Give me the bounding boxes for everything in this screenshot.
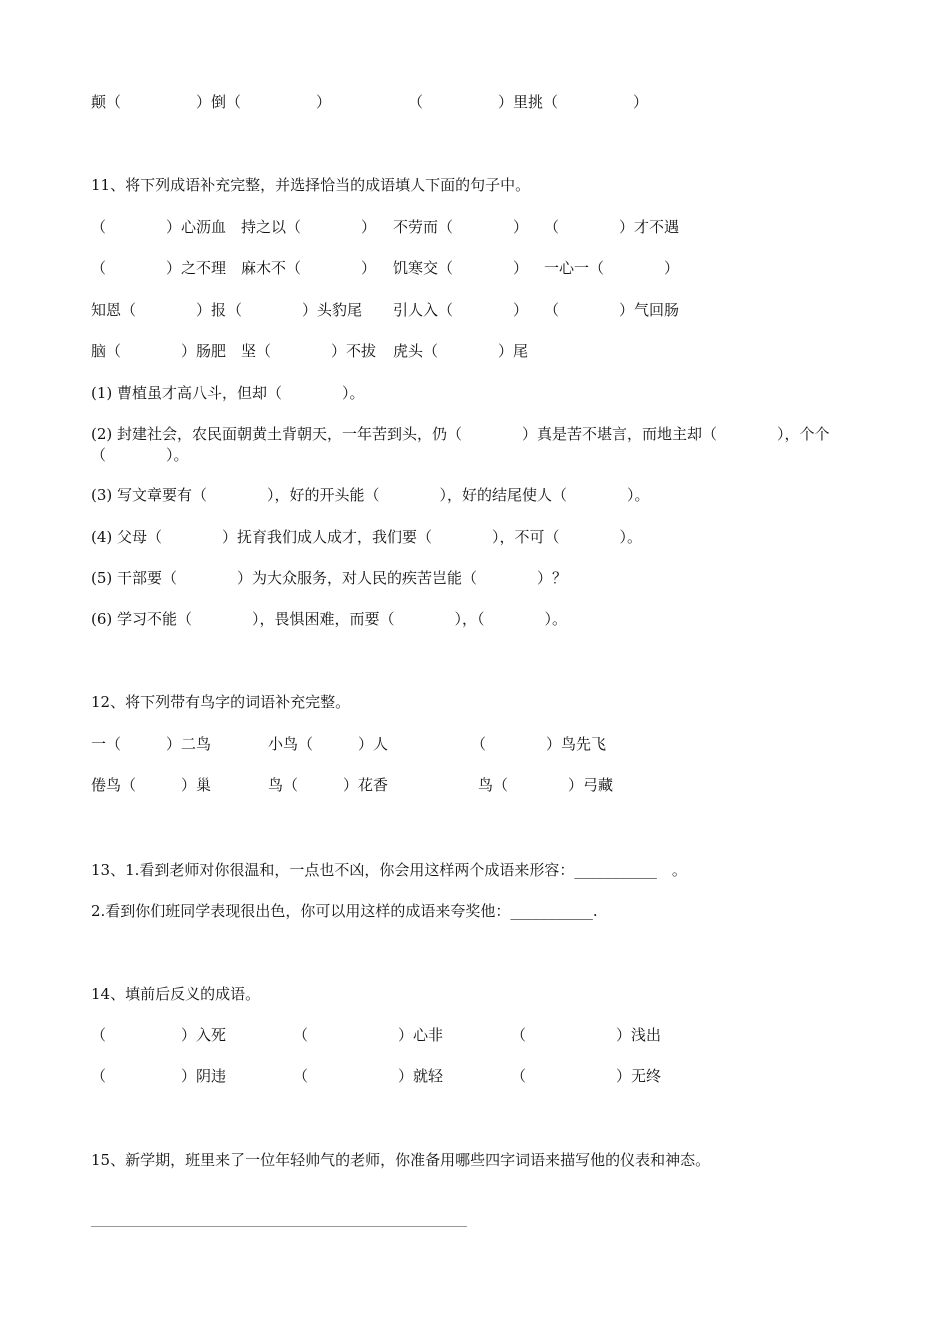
antonym-idiom-blank[interactable]: （ ）浅出: [511, 1026, 662, 1044]
idiom-blank[interactable]: 麻木不（ ）: [241, 259, 377, 277]
idiom-blank[interactable]: 不劳而（ ）: [393, 218, 529, 236]
q11-idiom-row-3: [91, 300, 791, 320]
fill-blank-item[interactable]: （ ）里挑（ ）: [408, 93, 649, 111]
idiom-blank[interactable]: 坚（ ）不拔: [241, 342, 377, 360]
bird-idiom-blank[interactable]: 鸟（ ）弓藏: [478, 776, 614, 794]
q13-line-2[interactable]: 2.看到你们班同学表现很出色，你可以用这样的成语来夸奖他：___________.: [91, 902, 598, 920]
q11-title: 11、将下列成语补充完整，并选择恰当的成语填人下面的句子中。: [91, 176, 531, 194]
bird-idiom-blank[interactable]: 一（ ）二鸟: [91, 735, 212, 753]
idiom-blank[interactable]: （ ）头豹尾: [227, 301, 363, 319]
bird-idiom-blank[interactable]: （ ）鸟先飞: [471, 735, 607, 753]
q11-idiom-row-1: [91, 217, 791, 237]
q11-sentence-4[interactable]: (4) 父母（ ）抚育我们成人成才，我们要（ ），不可（ ）。: [91, 528, 643, 546]
antonym-idiom-blank[interactable]: （ ）阴违: [91, 1067, 227, 1085]
idiom-blank[interactable]: 饥寒交（ ）: [393, 259, 529, 277]
q11-sentence-5[interactable]: (5) 干部要（ ）为大众服务，对人民的疾苦岂能（ ）？: [91, 569, 568, 587]
bird-idiom-blank[interactable]: 倦鸟（ ）巢: [91, 776, 212, 794]
idiom-blank[interactable]: （ ）才不遇: [544, 218, 680, 236]
q13-line-1[interactable]: 13、1.看到老师对你很温和，一点也不凶，你会用这样两个成语来形容：___________ 。: [91, 861, 687, 879]
antonym-idiom-blank[interactable]: （ ）心非: [293, 1026, 444, 1044]
q14-title: 14、填前后反义的成语。: [91, 985, 261, 1003]
q15-title: 15、新学期，班里来了一位年轻帅气的老师，你准备用哪些四字词语来描写他的仪表和神态。: [91, 1151, 711, 1169]
q11-sentence-6[interactable]: (6) 学习不能（ ），畏惧困难，而要（ ），（ ）。: [91, 610, 568, 628]
q11-sentence-3[interactable]: (3) 写文章要有（ ），好的开头能（ ），好的结尾使人（ ）。: [91, 486, 650, 504]
q11-idiom-row-4: [91, 341, 791, 361]
idiom-blank[interactable]: （ ）心沥血: [91, 218, 227, 236]
answer-line[interactable]: [91, 1226, 467, 1227]
idiom-blank[interactable]: （ ）气回肠: [544, 301, 680, 319]
q14-row-2: [91, 1066, 791, 1086]
idiom-blank[interactable]: 知恩（ ）报: [91, 301, 227, 319]
bird-idiom-blank[interactable]: 鸟（ ）花香: [268, 776, 389, 794]
antonym-idiom-blank[interactable]: （ ）无终: [511, 1067, 662, 1085]
q14-row-1: [91, 1025, 791, 1045]
fill-row-top: [91, 92, 691, 112]
idiom-blank[interactable]: 引人入（ ）: [393, 301, 529, 319]
antonym-idiom-blank[interactable]: （ ）就轻: [293, 1067, 444, 1085]
antonym-idiom-blank[interactable]: （ ）入死: [91, 1026, 227, 1044]
q11-idiom-row-2: [91, 258, 791, 278]
q12-row-1: [91, 734, 791, 754]
q12-row-2: [91, 775, 791, 795]
fill-blank-item[interactable]: 颠（ ）倒（ ）: [91, 93, 332, 111]
idiom-blank[interactable]: 脑（ ）肠肥: [91, 342, 227, 360]
q11-sentence-2[interactable]: (2) 封建社会，农民面朝黄土背朝天，一年苦到头，仍（ ）真是苦不堪言，而地主却（ ），个个（ ）。: [91, 425, 830, 464]
bird-idiom-blank[interactable]: 小鸟（ ）人: [268, 735, 389, 753]
q12-title: 12、将下列带有鸟字的词语补充完整。: [91, 693, 351, 711]
idiom-blank[interactable]: 一心一（ ）: [544, 259, 680, 277]
q11-sentence-1[interactable]: (1) 曹植虽才高八斗，但却（ ）。: [91, 384, 365, 402]
idiom-blank[interactable]: 虎头（ ）尾: [393, 342, 529, 360]
idiom-blank[interactable]: （ ）之不理: [91, 259, 227, 277]
idiom-blank[interactable]: 持之以（ ）: [241, 218, 377, 236]
